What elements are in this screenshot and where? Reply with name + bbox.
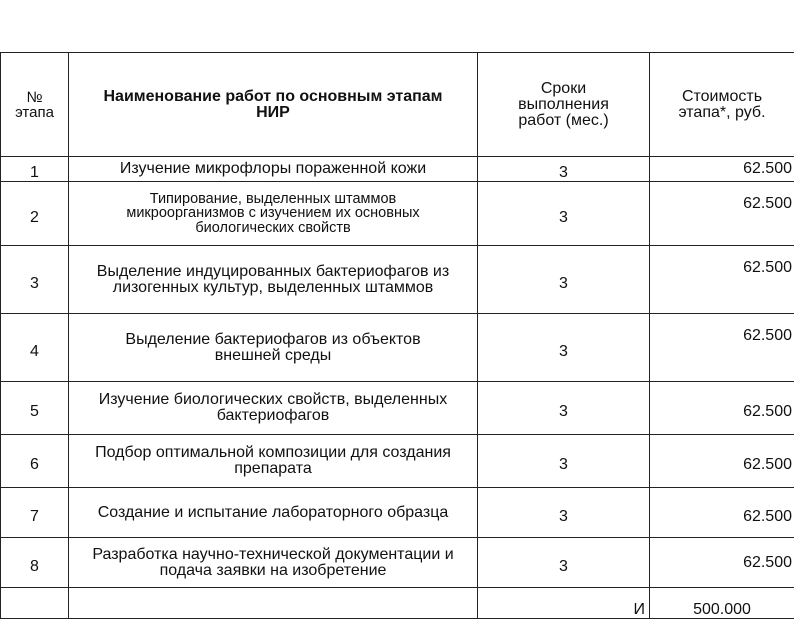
header-work-name: Наименование работ по основным этапам НИР	[69, 53, 478, 157]
stage-duration: 3	[478, 246, 650, 314]
stage-number: 3	[1, 246, 69, 314]
header-duration: Сроки выполнения работ (мес.)	[478, 53, 650, 157]
table-row	[1, 538, 794, 588]
stage-cost: 62.500	[650, 246, 794, 314]
total-blank-cell	[1, 588, 69, 619]
stage-duration: 3	[478, 538, 650, 588]
stage-duration: 3	[478, 157, 650, 182]
stage-name: Подбор оптимальной композиции для создания препарата	[69, 435, 478, 488]
table-row	[1, 435, 794, 488]
stage-duration: 3	[478, 382, 650, 435]
stage-number: 1	[1, 157, 69, 182]
total-blank-cell	[69, 588, 478, 619]
stage-number: 5	[1, 382, 69, 435]
stage-name: Выделение индуцированных бактериофагов из лизогенных культур, выделенных штаммов	[69, 246, 478, 314]
stage-name: Выделение бактериофагов из объектов внешней среды	[69, 314, 478, 382]
total-label-cell	[478, 588, 650, 619]
header-stage-number: № этапа	[1, 53, 69, 157]
table-row	[1, 314, 794, 382]
total-row	[1, 588, 794, 619]
stage-cost: 62.500	[650, 538, 794, 588]
stage-name: Изучение микрофлоры пораженной кожи	[69, 157, 478, 182]
stage-duration: 3	[478, 314, 650, 382]
work-stages-table	[0, 52, 794, 619]
stage-cost: 62.500	[650, 314, 794, 382]
stage-name: Изучение биологических свойств, выделенных бактериофагов	[69, 382, 478, 435]
stage-name: Создание и испытание лабораторного образца	[69, 488, 478, 538]
table-row	[1, 182, 794, 246]
stage-cost: 62.500	[650, 157, 794, 182]
stage-number: 4	[1, 314, 69, 382]
stage-duration: 3	[478, 488, 650, 538]
stage-number: 2	[1, 182, 69, 246]
stage-duration: 3	[478, 435, 650, 488]
total-value-cell	[650, 588, 794, 619]
header-cost: Стоимость этапа*, руб.	[650, 53, 794, 157]
total-label: И	[634, 601, 646, 618]
total-value: 500.000	[693, 601, 751, 618]
table-row	[1, 246, 794, 314]
stage-number: 6	[1, 435, 69, 488]
stage-cost: 62.500	[650, 488, 794, 538]
stage-number: 8	[1, 538, 69, 588]
table-row	[1, 157, 794, 182]
stage-name: Разработка научно-технической документации и подача заявки на изобретение	[69, 538, 478, 588]
header-row	[1, 53, 794, 157]
stage-duration: 3	[478, 182, 650, 246]
stage-name: Типирование, выделенных штаммов микроорганизмов с изучением их основных биологических свойств	[69, 182, 478, 246]
stage-cost: 62.500	[650, 435, 794, 488]
table-row	[1, 488, 794, 538]
stage-cost: 62.500	[650, 382, 794, 435]
stage-number: 7	[1, 488, 69, 538]
stage-cost: 62.500	[650, 182, 794, 246]
table-row	[1, 382, 794, 435]
